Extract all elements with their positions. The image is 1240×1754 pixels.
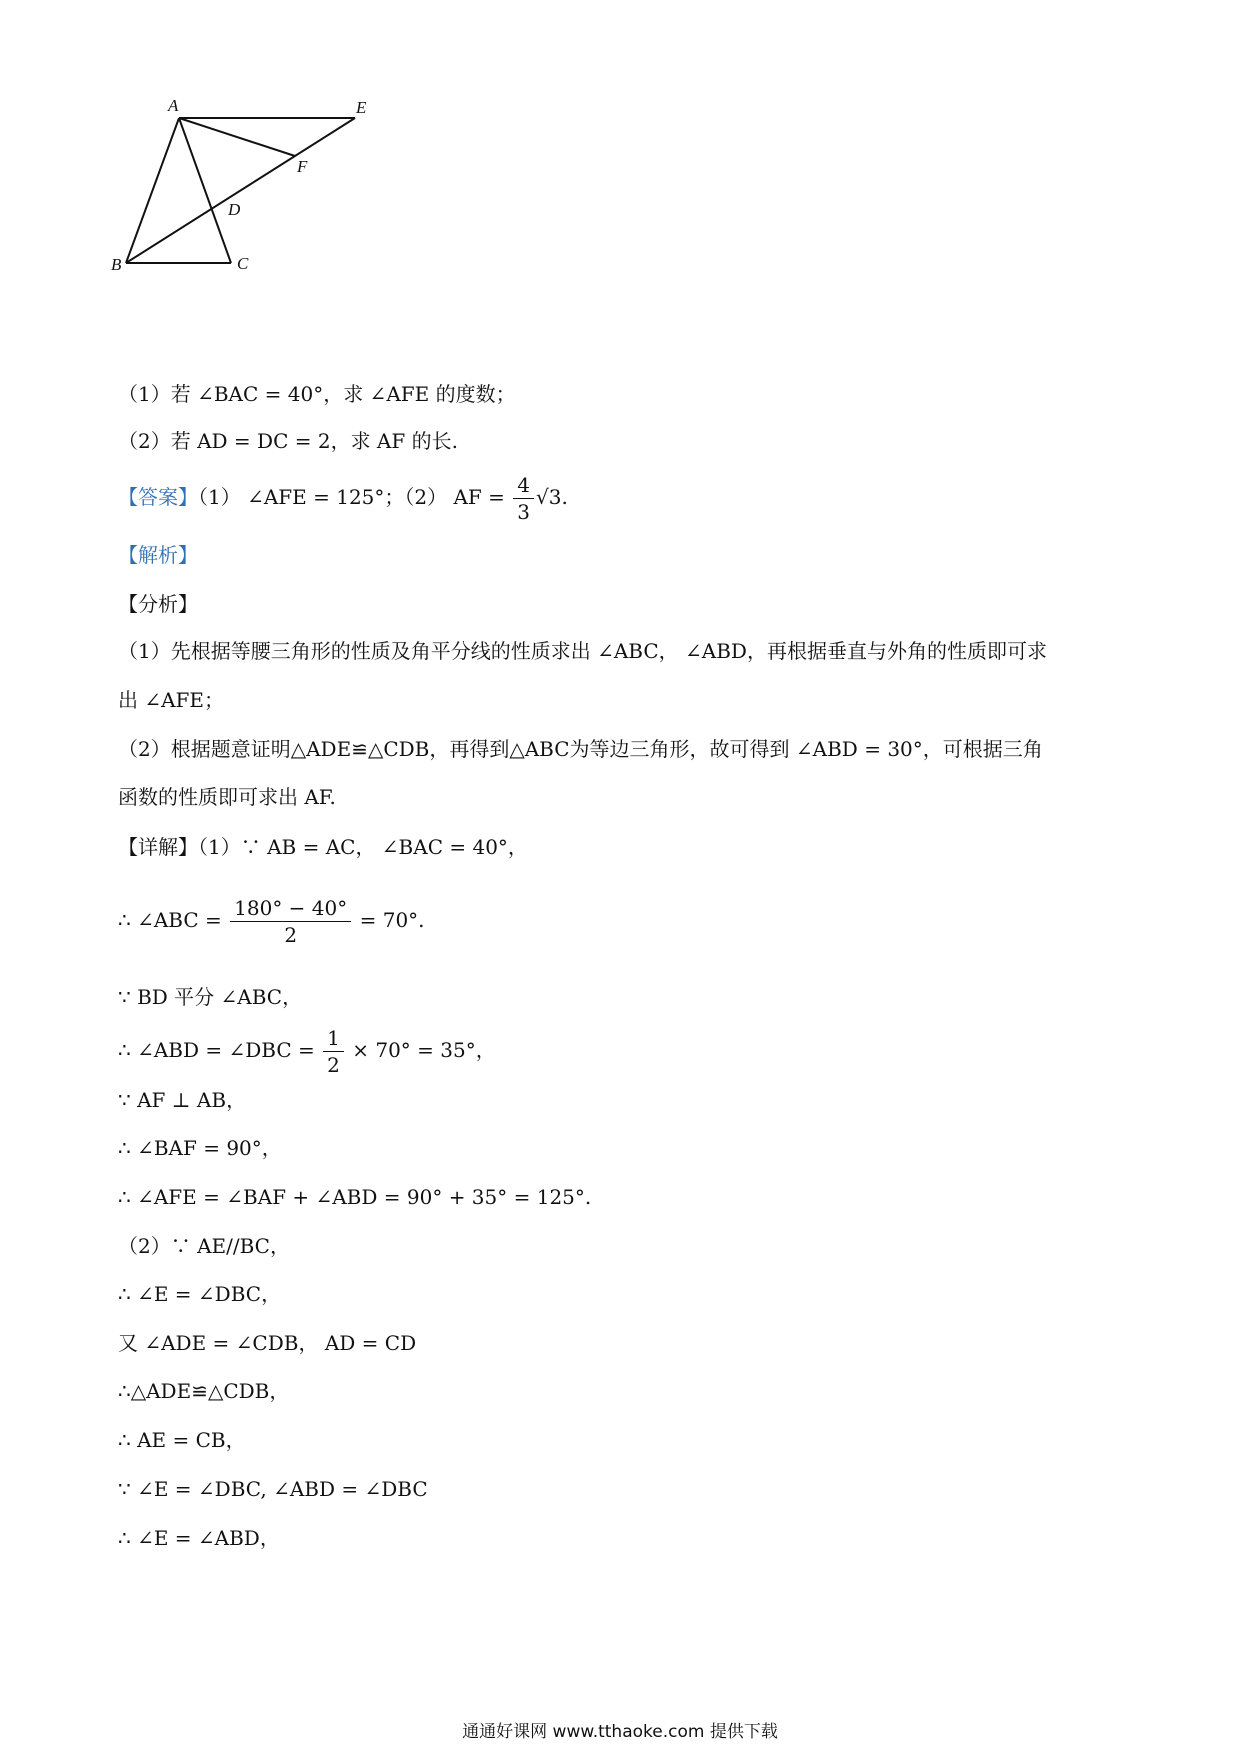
- answer-end: .: [561, 485, 568, 509]
- detail-line-3: ∵ BD 平分 ∠ABC，: [118, 985, 303, 1009]
- label-a: A: [168, 96, 179, 115]
- question-2: （2）若 AD = DC = 2，求 AF 的长.: [118, 429, 458, 453]
- answer-sqrt: √3: [536, 485, 562, 509]
- detail-l4-pre: ∴ ∠ABD = ∠DBC =: [118, 1038, 315, 1062]
- detail-l2-post: = 70°.: [359, 908, 425, 932]
- detail-line-7: ∴ ∠AFE = ∠BAF + ∠ABD = 90° + 35° = 125°.: [118, 1185, 592, 1209]
- detail-line-5: ∵ AF ⊥ AB，: [118, 1088, 247, 1112]
- detail-line-8: （2）∵ AE//BC，: [118, 1234, 290, 1258]
- detail-line-4: [118, 1025, 496, 1078]
- answer-line: [118, 472, 568, 525]
- detail-l4-den: 2: [327, 1053, 340, 1077]
- answer-frac-num: 4: [513, 472, 534, 499]
- analysis-p2-b: 函数的性质即可求出 AF.: [118, 785, 336, 809]
- analysis-p2-a: （2）根据题意证明△ADE≌△CDB，再得到△ABC为等边三角形，故可得到 ∠ABD = 30°，可根据三角: [118, 737, 1043, 761]
- detail-l1: （1）∵ AB = AC， ∠BAC = 40°，: [198, 835, 528, 859]
- detail-l2-pre: ∴ ∠ABC =: [118, 908, 222, 932]
- label-d: D: [228, 200, 241, 219]
- analysis-tag: 【解析】: [118, 543, 198, 567]
- label-b: B: [111, 255, 122, 274]
- detail-line-14: ∴ ∠E = ∠ABD，: [118, 1526, 280, 1550]
- detail-l4-post: × 70° = 35°，: [352, 1038, 496, 1062]
- detail-tag: 【详解】: [118, 835, 198, 859]
- label-e: E: [356, 98, 367, 117]
- label-f: F: [297, 157, 308, 176]
- segment-ac: [179, 118, 231, 263]
- question-1: （1）若 ∠BAC = 40°，求 ∠AFE 的度数；: [118, 382, 516, 406]
- answer-fraction: [513, 472, 534, 525]
- detail-line-11: ∴△ADE≌△CDB，: [118, 1379, 290, 1403]
- detail-line-1: [118, 833, 528, 861]
- analysis-p1-b: 出 ∠AFE；: [118, 688, 225, 712]
- subanalysis-tag: 【分析】: [118, 592, 198, 616]
- answer-text: （1） ∠AFE = 125°；（2） AF =: [198, 485, 505, 509]
- detail-l2-den: 2: [284, 923, 298, 947]
- answer-frac-den: 3: [517, 500, 531, 524]
- page-footer: 通通好课网 www.tthaoke.com 提供下载: [462, 1722, 778, 1742]
- label-c: C: [237, 254, 249, 273]
- detail-l2-fraction: [230, 895, 351, 948]
- detail-line-12: ∴ AE = CB，: [118, 1428, 246, 1452]
- segment-be: [126, 118, 355, 263]
- segment-ab: [126, 118, 179, 263]
- geometry-figure: [111, 95, 438, 315]
- detail-line-13: ∵ ∠E = ∠DBC, ∠ABD = ∠DBC: [118, 1477, 428, 1501]
- detail-l4-fraction: [323, 1025, 344, 1078]
- detail-line-6: ∴ ∠BAF = 90°，: [118, 1136, 282, 1160]
- detail-l4-num: 1: [323, 1025, 344, 1052]
- detail-l2-num: 180° − 40°: [230, 895, 351, 922]
- detail-line-10: 又 ∠ADE = ∠CDB， AD = CD: [118, 1331, 417, 1355]
- segment-af: [179, 118, 295, 156]
- detail-line-2: [118, 895, 425, 948]
- analysis-p1-a: （1）先根据等腰三角形的性质及角平分线的性质求出 ∠ABC， ∠ABD，再根据垂直与外角的性质即可求: [118, 639, 1047, 663]
- detail-line-9: ∴ ∠E = ∠DBC，: [118, 1282, 282, 1306]
- answer-tag: 【答案】: [118, 485, 198, 509]
